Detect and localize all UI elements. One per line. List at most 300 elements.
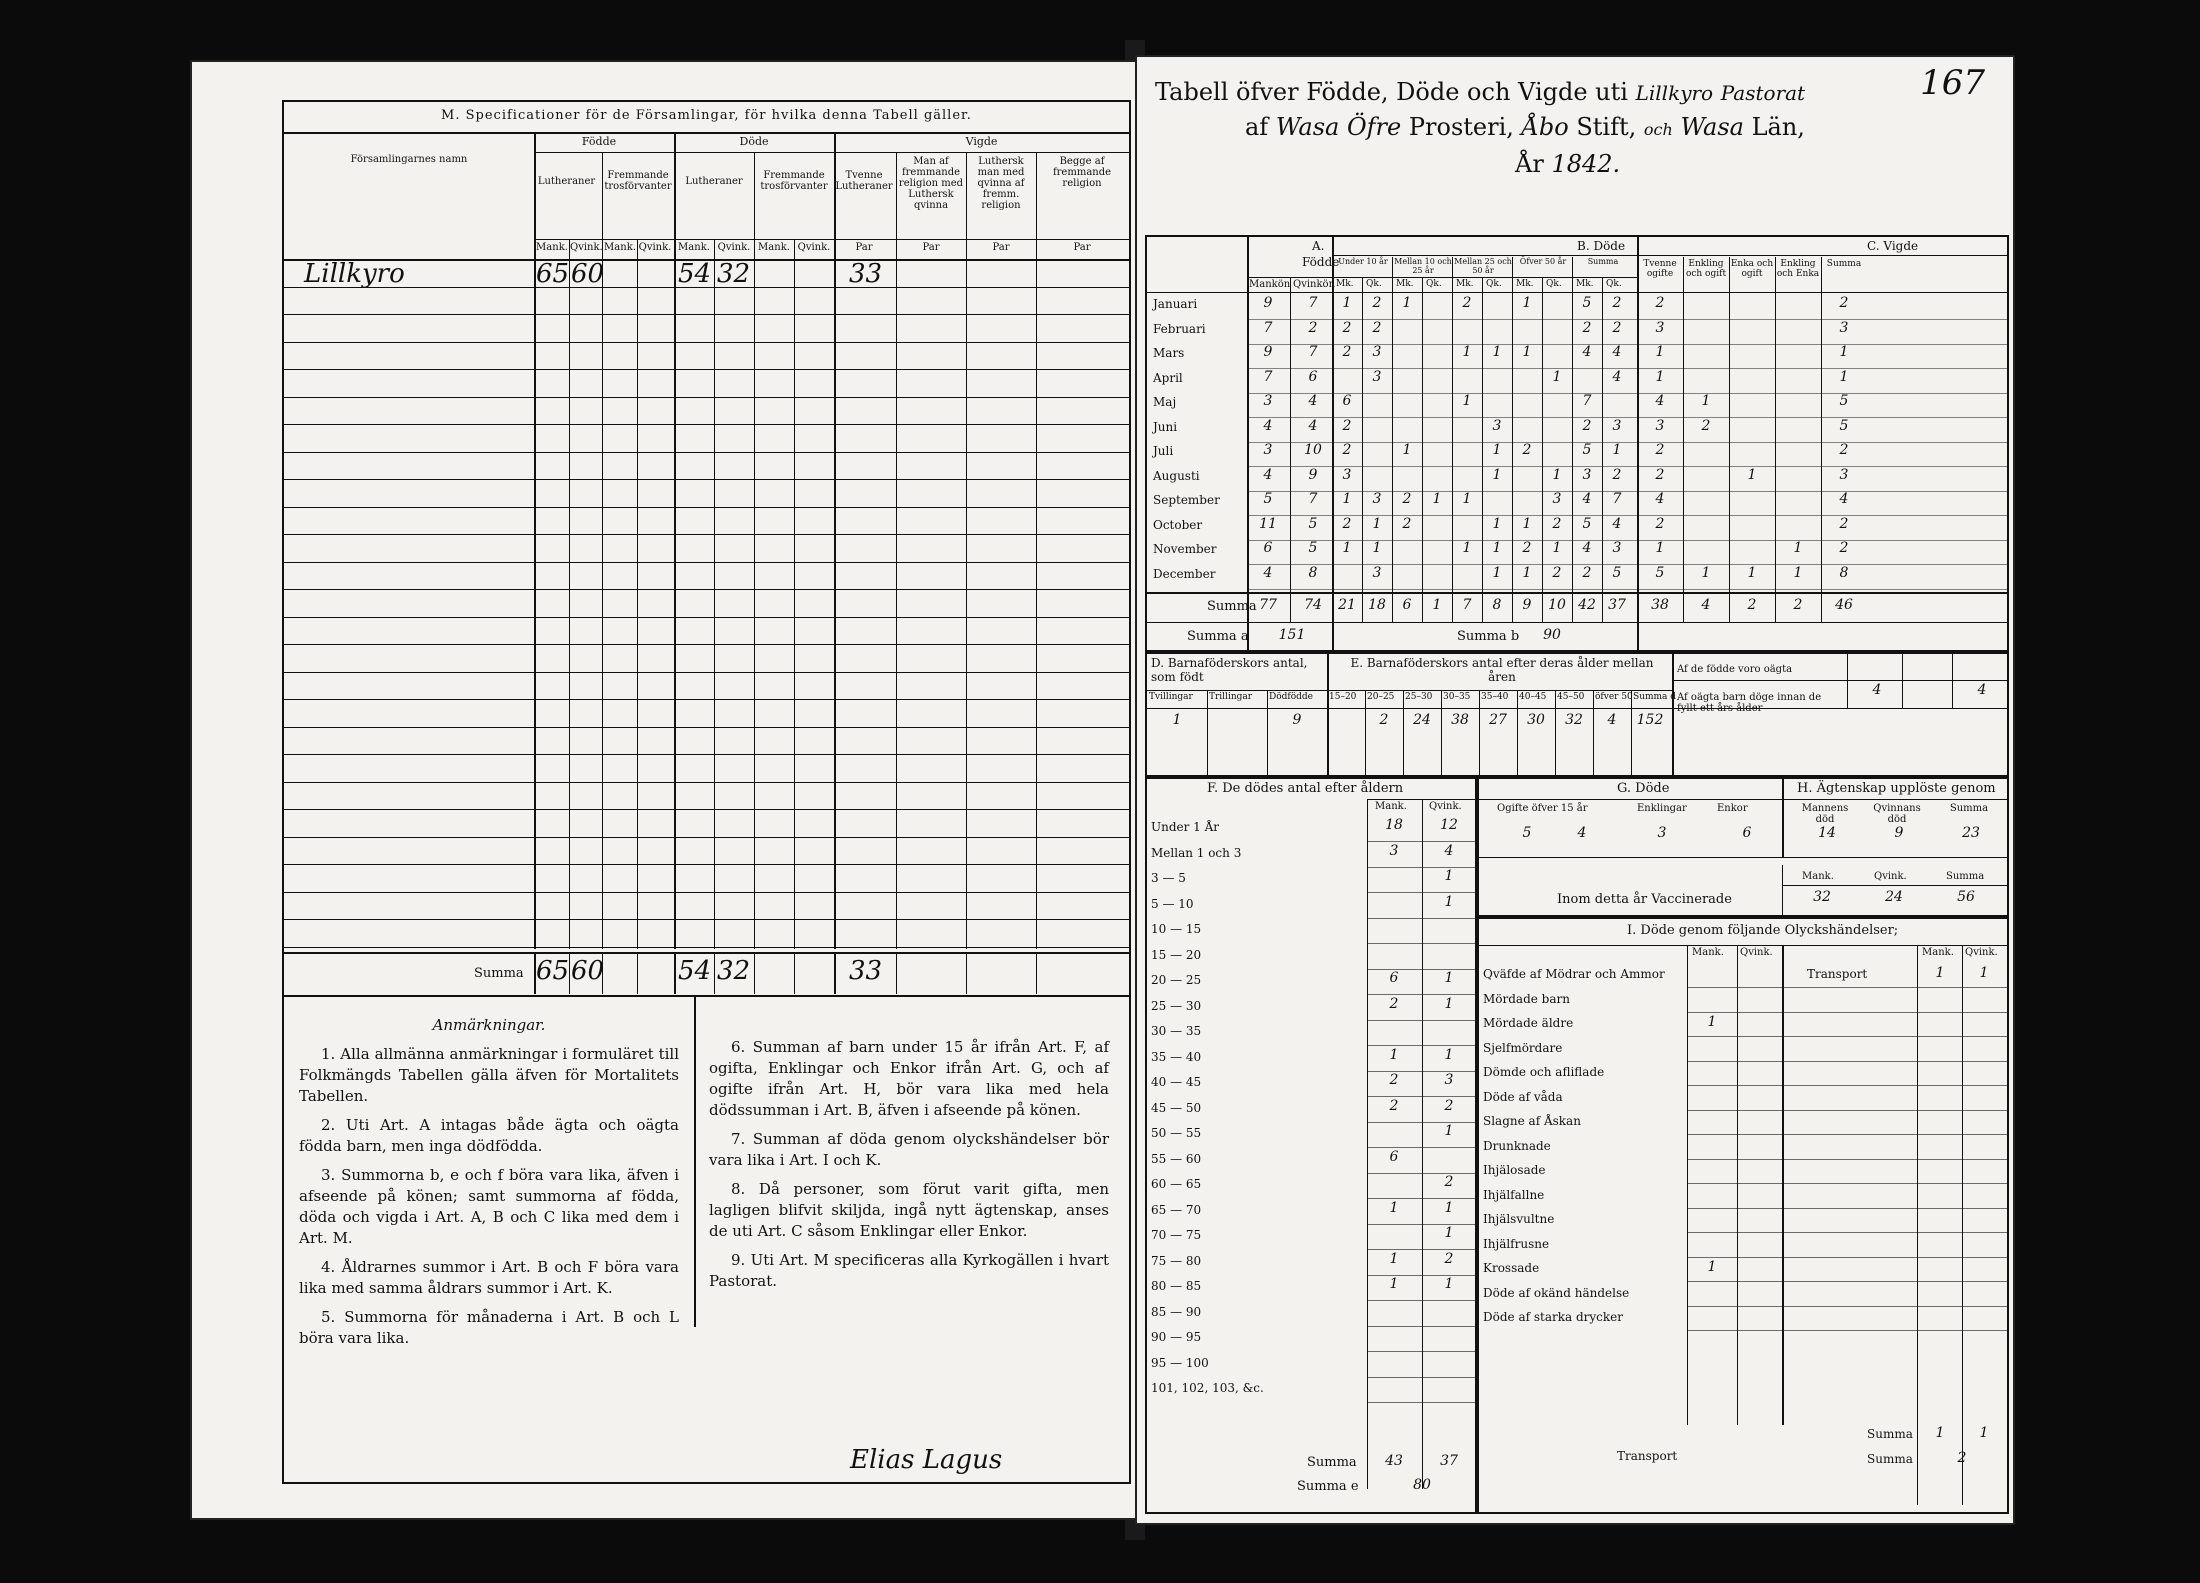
- i-transport-q: 1: [1979, 965, 1989, 981]
- b-sub-header: Qk.: [1546, 279, 1562, 289]
- g-val: 5: [1522, 825, 1532, 841]
- b-value: 2: [1372, 319, 1382, 336]
- total-a-qvinkon: 74: [1304, 597, 1322, 613]
- a-mankon: 3: [1263, 393, 1273, 409]
- row-line: [1367, 1020, 1477, 1021]
- sec-d-label: D. Barnaföderskors antal, som födt: [1151, 656, 1308, 684]
- f-qvink: 1: [1444, 1199, 1454, 1216]
- b-value: 1: [1492, 344, 1502, 360]
- f-age-label: 35 — 40: [1151, 1049, 1202, 1064]
- divider: [896, 152, 897, 259]
- dode-qvink-value: 32: [717, 259, 751, 289]
- b-value: 1: [1522, 515, 1532, 532]
- h-col: Summa: [1949, 803, 1989, 814]
- f-age-label: 75 — 80: [1151, 1253, 1202, 1268]
- sec-e-label: E. Barnaföderskors antal efter deras ålder mellan åren: [1350, 656, 1654, 684]
- e-col: öfver 50: [1595, 692, 1633, 702]
- f-qvink: 1: [1444, 1046, 1454, 1063]
- row-line: [1367, 1402, 1477, 1403]
- c-value: 2: [1839, 295, 1849, 311]
- f-age-label: 70 — 75: [1151, 1228, 1202, 1242]
- e-value: 152: [1636, 712, 1664, 728]
- b-value: 2: [1402, 491, 1412, 507]
- rule-line: [284, 727, 1129, 728]
- b-value: 1: [1612, 442, 1622, 458]
- hdr-qvink: Qvink.: [638, 242, 672, 253]
- row-line: [1687, 1330, 2007, 1331]
- total-b: 21: [1338, 597, 1356, 613]
- c-value: 3: [1655, 319, 1665, 336]
- vigde-par-value: 33: [849, 259, 883, 289]
- sub-luthersk-man: Luthersk man med qvinna af fremm. religion: [977, 156, 1025, 211]
- f-mank: 6: [1389, 1148, 1399, 1165]
- b-value: 1: [1492, 540, 1502, 556]
- f-summa-m: 43: [1385, 1453, 1403, 1469]
- a-qvinkon: 4: [1308, 417, 1318, 434]
- e-col: Summa d: [1633, 692, 1677, 702]
- rule-line: [284, 837, 1129, 838]
- b-value: 2: [1552, 564, 1562, 581]
- a-qvinkon: 9: [1308, 466, 1318, 483]
- title-ar: År: [1515, 150, 1544, 178]
- col-parish-name: Församlingarnes namn: [350, 154, 468, 165]
- summa-fodde-qvink: 60: [571, 956, 605, 986]
- divider: [1729, 257, 1730, 622]
- divider: [1147, 592, 2007, 594]
- row-line: [1687, 1159, 2007, 1160]
- a-qvinkon: 4: [1308, 393, 1318, 409]
- b-value: 2: [1552, 515, 1562, 532]
- hdr-mank: Mank.: [678, 242, 710, 253]
- b-value: 1: [1462, 491, 1472, 507]
- c-value: 2: [1655, 442, 1665, 458]
- b-value: 1: [1342, 295, 1352, 311]
- f-age-label: 45 — 50: [1151, 1100, 1202, 1115]
- sec-f-label: F. De dödes antal efter åldern: [1207, 781, 1404, 796]
- f-age-label: 55 — 60: [1151, 1151, 1202, 1166]
- b-value: 5: [1612, 564, 1622, 581]
- row-line: [1367, 918, 1477, 919]
- d-value: 9: [1292, 712, 1302, 728]
- d-col: Dödfödde: [1269, 692, 1313, 702]
- summa-dode-mank: 54: [678, 956, 712, 986]
- divider: [1737, 945, 1738, 1425]
- row-line: [1367, 943, 1477, 944]
- b-sub-header: Qk.: [1426, 279, 1442, 289]
- divider: [1247, 277, 1637, 278]
- b-value: 4: [1582, 540, 1592, 556]
- divider: [1782, 945, 1784, 1425]
- hdr-par: Par: [922, 242, 940, 253]
- total-c: 46: [1835, 597, 1853, 613]
- c-col-header: Enkling och Enka: [1776, 259, 1820, 279]
- b-value: 7: [1612, 491, 1622, 507]
- divider: [1441, 690, 1442, 777]
- e-col: 40–45: [1519, 692, 1547, 702]
- month-label: Mars: [1153, 346, 1185, 360]
- i-summa-m: 1: [1935, 1425, 1945, 1441]
- hdr-mank: Mank.: [758, 242, 790, 253]
- rule-line: [284, 342, 1129, 343]
- f-qvink: 4: [1444, 842, 1454, 859]
- b-value: 1: [1492, 564, 1502, 581]
- divider: [1207, 690, 1208, 777]
- hdr-mank: Mank.: [536, 242, 568, 253]
- title-prosteri-name: Wasa Öfre: [1275, 113, 1402, 141]
- f-summa-label: Summa: [1307, 1455, 1357, 1470]
- g-col: Enkor: [1717, 803, 1748, 814]
- a-qvinkon: 7: [1308, 295, 1318, 311]
- total-b: 37: [1608, 597, 1626, 613]
- divider: [1477, 945, 2007, 946]
- i-mank: 1: [1707, 1014, 1717, 1030]
- b-sub-header: Qk.: [1366, 279, 1382, 289]
- total-c: 2: [1747, 597, 1757, 613]
- divider: [1672, 680, 2007, 681]
- f-mank: 1: [1389, 1250, 1399, 1267]
- i-hdr-qvink: Qvink.: [1965, 947, 1998, 958]
- f-mank: 2: [1389, 1097, 1399, 1114]
- b-sub-header: Mk.: [1396, 279, 1414, 289]
- rule-line: [284, 919, 1129, 920]
- month-label: Augusti: [1153, 468, 1200, 483]
- b-value: 2: [1522, 442, 1532, 458]
- rule-line: [284, 809, 1129, 810]
- c-value: 2: [1839, 515, 1849, 532]
- b-col-header: Under 10 år: [1338, 257, 1388, 266]
- note-8: 8. Då personer, som förut varit gifta, men lagligen blifvit skiljda, ingå nytt ägtenskap, anses de uti Art. C såsom Enklingar eller Enkor.: [709, 1180, 1109, 1240]
- f-qvink: 2: [1444, 1097, 1454, 1114]
- summa-dode-qvink: 32: [717, 956, 751, 986]
- b-value: 2: [1342, 417, 1352, 434]
- note-2: 2. Uti Art. A intagas både ägta och oägta födda barn, men inga dödfödda.: [299, 1116, 679, 1155]
- f-age-label: 95 — 100: [1151, 1355, 1209, 1370]
- divider: [1290, 277, 1291, 622]
- i-row-label: Ihjälfallne: [1483, 1187, 1545, 1202]
- f-age-label: 20 — 25: [1151, 973, 1202, 987]
- rule-line: [284, 424, 1129, 425]
- sec-a-label: Födde: [1302, 255, 1340, 269]
- f-age-label: 40 — 45: [1151, 1075, 1202, 1089]
- m-specification-table: [282, 100, 1131, 1484]
- row-line: [1687, 1012, 2007, 1013]
- summa-b-value: 90: [1543, 627, 1561, 643]
- oagta-label: Af de födde voro oägta: [1677, 664, 1793, 675]
- f-mank: 3: [1389, 842, 1399, 859]
- vacc-label: Inom detta år Vaccinerade: [1557, 892, 1732, 907]
- i-row-label: Drunknade: [1483, 1138, 1551, 1153]
- oagta-m: 4: [1872, 682, 1882, 698]
- hdr-mankon: Mankön: [1249, 279, 1291, 290]
- divider: [1782, 885, 2007, 886]
- i-row-label: Mördade barn: [1483, 991, 1570, 1006]
- hdr-qvink: Qvink.: [797, 242, 831, 253]
- divider: [1452, 257, 1453, 622]
- b-value: 4: [1582, 344, 1592, 360]
- f-mank: 1: [1389, 1199, 1399, 1216]
- sec-h-label: H. Ägtenskap upplöste genom: [1797, 781, 1996, 796]
- a-mankon: 11: [1259, 515, 1277, 532]
- signature: Elias Lagus: [850, 1445, 1003, 1475]
- row-line: [1367, 1326, 1477, 1327]
- e-value: 2: [1379, 712, 1389, 728]
- b-value: 4: [1582, 491, 1592, 507]
- divider: [1327, 652, 1329, 777]
- month-label: December: [1153, 566, 1216, 581]
- b-value: 1: [1402, 295, 1412, 311]
- b-value: 1: [1492, 442, 1502, 458]
- title-lan: Län,: [1751, 113, 1805, 141]
- divider: [1147, 292, 2007, 293]
- c-value: 1: [1701, 393, 1711, 409]
- divider: [1517, 690, 1518, 777]
- m-table-title: M. Specificationer för de Församlingar, för hvilka denna Tabell gäller.: [441, 108, 972, 123]
- b-value: 2: [1372, 295, 1382, 311]
- b-value: 6: [1342, 393, 1352, 409]
- f-age-label: 10 — 15: [1151, 922, 1202, 936]
- rule-line: [284, 892, 1129, 893]
- h-val: 23: [1962, 825, 1980, 841]
- g-col: Enklingar: [1637, 803, 1687, 814]
- b-value: 1: [1402, 442, 1412, 458]
- b-value: 1: [1432, 491, 1442, 507]
- c-value: 1: [1793, 540, 1803, 556]
- divider: [1672, 708, 2007, 709]
- page-number: 167: [1920, 63, 1985, 103]
- row-line: [1687, 1183, 2007, 1184]
- b-value: 2: [1612, 295, 1622, 311]
- m-summa-row: [284, 952, 1129, 994]
- divider: [966, 152, 967, 259]
- b-value: 3: [1372, 491, 1382, 507]
- title-prosteri: Prosteri,: [1408, 113, 1514, 141]
- a-mankon: 4: [1263, 466, 1273, 483]
- divider: [1637, 237, 1639, 652]
- month-label: Juni: [1153, 419, 1178, 434]
- notes-title: Anmärkningar.: [432, 1016, 546, 1034]
- row-line: [1687, 1134, 2007, 1135]
- f-age-label: 90 — 95: [1151, 1330, 1202, 1344]
- vacc-val: 32: [1813, 889, 1831, 905]
- right-page: [1135, 55, 2015, 1525]
- summa-fodde-mank: 65: [536, 956, 570, 986]
- a-qvinkon: 6: [1308, 368, 1318, 385]
- summa-a-value: 151: [1278, 627, 1306, 643]
- rule-line: [284, 864, 1129, 865]
- b-value: 2: [1522, 540, 1532, 556]
- total-c: 38: [1651, 597, 1669, 613]
- f-mank: 2: [1389, 995, 1399, 1012]
- c-value: 3: [1655, 417, 1665, 434]
- divider: [1477, 799, 2007, 800]
- f-age-label: Mellan 1 och 3: [1151, 845, 1242, 860]
- i-hdr-mank: Mank.: [1692, 947, 1724, 958]
- divider: [1392, 257, 1393, 622]
- c-value: 3: [1839, 466, 1849, 483]
- divider: [1683, 257, 1684, 622]
- f-section: [1145, 775, 1479, 1514]
- total-c: 4: [1701, 597, 1711, 613]
- d-col: Trillingar: [1209, 692, 1253, 702]
- divider: [1782, 865, 1783, 917]
- row-line: [1687, 1257, 2007, 1258]
- sec-c-label: C. Vigde: [1867, 239, 1919, 253]
- b-value: 1: [1522, 344, 1532, 360]
- g-val: 3: [1657, 825, 1667, 841]
- b-col-header: Summa: [1587, 257, 1619, 266]
- m-table-header: [284, 132, 1129, 261]
- g-val: 6: [1742, 825, 1752, 841]
- vacc-val: 56: [1957, 889, 1975, 905]
- c-value: 5: [1655, 564, 1665, 581]
- b-value: 1: [1372, 540, 1382, 556]
- sub-begge: Begge af fremmande religion: [1052, 156, 1112, 189]
- f-qvink: 1: [1444, 1225, 1454, 1241]
- divider: [1962, 945, 1963, 1505]
- b-value: 1: [1552, 368, 1562, 385]
- b-sub-header: Mk.: [1576, 279, 1594, 289]
- b-value: 3: [1612, 540, 1622, 556]
- b-value: 4: [1612, 368, 1622, 385]
- total-b: 8: [1492, 597, 1502, 613]
- fodde-qvink-value: 60: [571, 259, 605, 289]
- e-col: 30–35: [1443, 692, 1471, 702]
- f-qvink: 1: [1444, 995, 1454, 1012]
- b-value: 1: [1462, 393, 1472, 409]
- b-value: 2: [1342, 442, 1352, 458]
- c-value: 8: [1839, 564, 1849, 581]
- b-value: 1: [1522, 564, 1532, 581]
- rule-line: [284, 562, 1129, 563]
- a-mankon: 3: [1263, 442, 1273, 458]
- i-mank: 1: [1707, 1259, 1717, 1275]
- i-transport-bottom-label: Transport: [1617, 1449, 1678, 1463]
- hdr-par: Par: [992, 242, 1010, 253]
- total-b: 1: [1432, 597, 1442, 613]
- total-b: 7: [1462, 597, 1472, 613]
- divider: [1367, 799, 1368, 1489]
- f-mank: 1: [1389, 1276, 1399, 1292]
- b-value: 2: [1342, 319, 1352, 336]
- b-col-header: Öfver 50 år: [1519, 257, 1567, 266]
- note-6: 6. Summan af barn under 15 år ifrån Art. F, af ogifta, Enklingar och Enkor ifrån Art. G, och af ogifte ifrån Art. H, bör vara lika med hela dödssumman i Art. B, äfven i afseende på könen.: [709, 1038, 1109, 1119]
- h-col: Mannens död: [1801, 803, 1849, 825]
- f-mank: 2: [1389, 1072, 1399, 1088]
- divider: [1036, 152, 1037, 259]
- abc-monthly-table: [1145, 235, 2009, 654]
- row-line: [1687, 1208, 2007, 1209]
- total-b: 9: [1522, 597, 1532, 613]
- total-b: 18: [1368, 597, 1386, 613]
- e-col: 45–50: [1557, 692, 1585, 702]
- i-row-label: Döde af starka drycker: [1483, 1310, 1623, 1324]
- i-summa-total-label: Summa: [1867, 1452, 1913, 1466]
- f-age-label: 5 — 10: [1151, 896, 1194, 911]
- divider: [1147, 622, 2007, 623]
- b-value: 1: [1342, 540, 1352, 556]
- row-line: [1687, 1306, 2007, 1307]
- dode-mank-value: 54: [678, 259, 712, 289]
- f-age-label: 85 — 90: [1151, 1304, 1202, 1319]
- e-value: 30: [1527, 712, 1545, 728]
- row-line: [1367, 1377, 1477, 1378]
- f-qvink: 1: [1444, 1123, 1454, 1139]
- title-text: Tabell öfver Födde, Döde och Vigde uti: [1155, 78, 1628, 106]
- b-value: 2: [1582, 417, 1592, 434]
- sub-lutheraner-dode: Lutheraner: [685, 176, 743, 187]
- b-sub-header: Mk.: [1336, 279, 1354, 289]
- b-value: 1: [1492, 466, 1502, 483]
- m-table-body: [284, 259, 1129, 949]
- i-hdr-qvink: Qvink.: [1740, 947, 1773, 958]
- c-col-header: Summa: [1826, 259, 1862, 269]
- f-age-label: 60 — 65: [1151, 1177, 1202, 1191]
- row-line: [1367, 1351, 1477, 1352]
- c-value: 2: [1655, 515, 1665, 532]
- i-transport-m: 1: [1935, 965, 1945, 981]
- c-col-header: Tvenne ogifte: [1643, 259, 1677, 279]
- note-5: 5. Summorna för månaderna i Art. B och L böra vara lika.: [299, 1308, 679, 1347]
- hdr-mank: Mank.: [604, 242, 636, 253]
- sub-tvenne: Tvenne Lutheraner: [835, 170, 893, 192]
- vacc-col: Mank.: [1802, 871, 1834, 882]
- f-summa-e-label: Summa e: [1297, 1479, 1359, 1494]
- table-title: [1155, 75, 1995, 181]
- rule-line: [284, 452, 1129, 453]
- e-col: 25–30: [1405, 692, 1433, 702]
- month-label: April: [1153, 370, 1183, 385]
- i-row-label: Ihjälsvultne: [1483, 1212, 1555, 1226]
- b-col-header: Mellan 10 och 25 år: [1394, 257, 1452, 275]
- a-qvinkon: 8: [1308, 564, 1318, 581]
- col-fodde: Födde: [581, 135, 617, 148]
- title-pastorat: Pastorat: [1720, 81, 1806, 105]
- divider: [1821, 257, 1822, 622]
- hdr-qvinkon: Qvinkön: [1293, 279, 1336, 290]
- f-hdr-qvink: Qvink.: [1429, 801, 1462, 812]
- h-val: 9: [1894, 825, 1904, 841]
- divider: [1422, 799, 1423, 1489]
- a-qvinkon: 5: [1308, 515, 1318, 532]
- b-value: 2: [1582, 564, 1592, 581]
- summa-a-label: Summa a: [1187, 629, 1249, 644]
- month-label: Maj: [1153, 395, 1177, 409]
- b-sub-header: Mk.: [1456, 279, 1474, 289]
- b-value: 2: [1462, 295, 1472, 311]
- divider: [1267, 690, 1268, 777]
- title-af: af: [1245, 113, 1269, 141]
- total-b: 6: [1402, 597, 1412, 613]
- b-value: 1: [1462, 540, 1472, 556]
- d-col: Tvillingar: [1149, 692, 1193, 702]
- de-section: [1145, 650, 2009, 779]
- b-value: 2: [1612, 466, 1622, 483]
- month-label: Juli: [1153, 444, 1174, 458]
- f-qvink: 1: [1444, 893, 1454, 910]
- vacc-col: Qvink.: [1874, 871, 1907, 882]
- row-line: [1687, 1061, 2007, 1062]
- b-value: 4: [1612, 344, 1622, 360]
- total-b: 42: [1578, 597, 1596, 613]
- divider: [754, 152, 755, 259]
- divider: [1775, 257, 1776, 622]
- month-label: November: [1153, 542, 1217, 556]
- i-row-label: Döde af våda: [1483, 1089, 1563, 1104]
- b-sub-header: Qk.: [1486, 279, 1502, 289]
- title-lan-name: Wasa: [1680, 113, 1744, 141]
- rule-line: [284, 314, 1129, 315]
- b-value: 2: [1342, 515, 1352, 532]
